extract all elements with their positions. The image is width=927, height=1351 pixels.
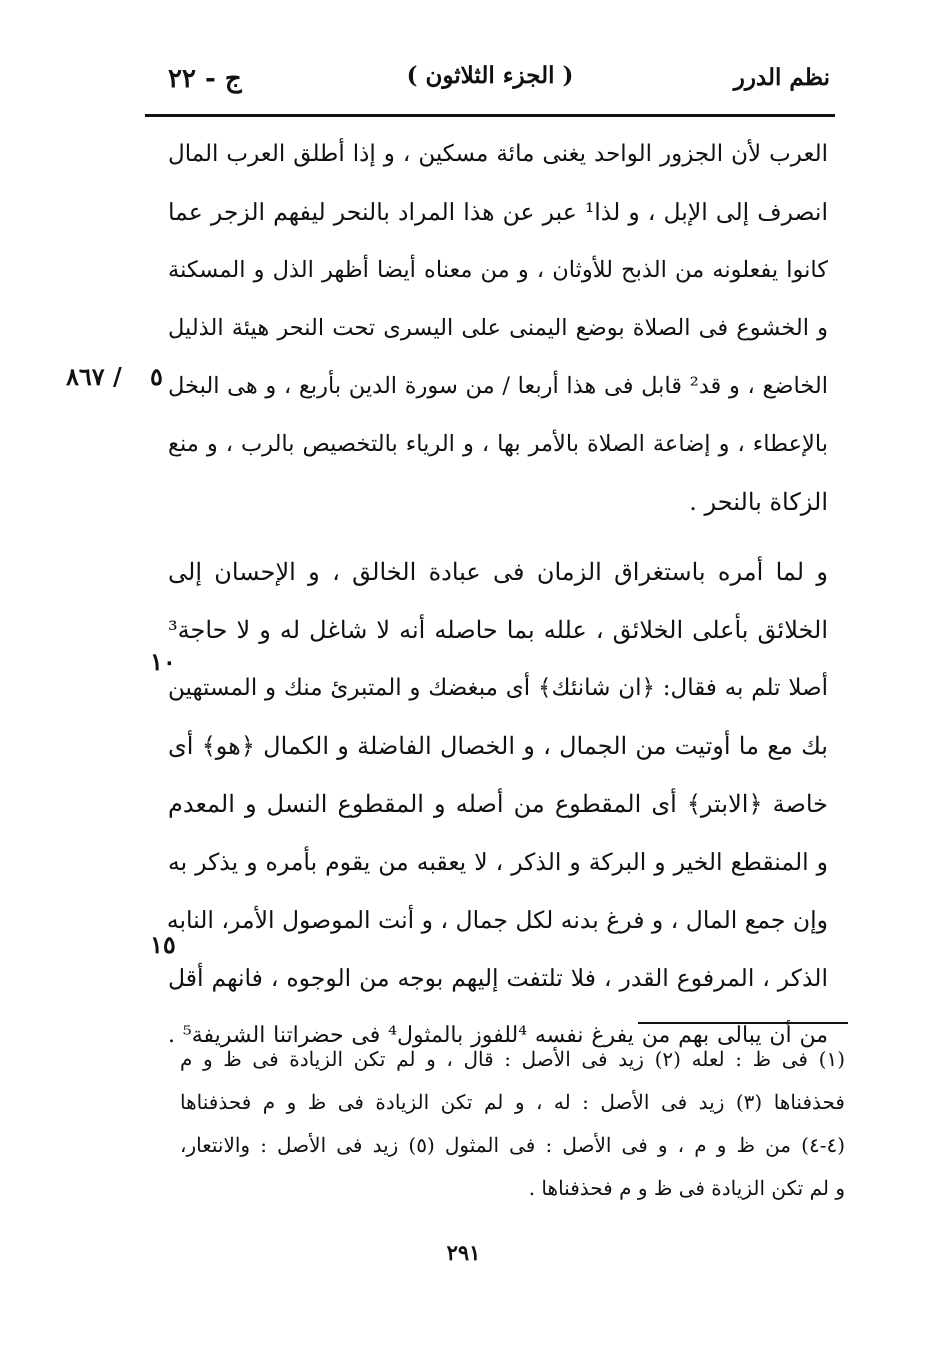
text-line: الذكر ، المرفوع القدر ، فلا تلتفت إليهم بوجه من الوجوه ، فانهم أقل	[168, 964, 828, 992]
footnote-line: (١) فى ظ : لعله (٢) زيد فى الأصل : قال ، و لم تكن الزيادة فى ظ و م	[180, 1047, 845, 1071]
text-line: و الخشوع فى الصلاة بوضع اليمنى على اليسرى تحت النحر هيئة الذليل	[168, 315, 828, 341]
text-line: و المنقطع الخير و البركة و الذكر ، لا يعقبه من يقوم بأمره و يذكر به	[168, 848, 828, 876]
footnote-line: و لم تكن الزيادة فى ظ و م فحذفناها .	[528, 1176, 845, 1200]
text-line: العرب لأن الجزور الواحد يغنى مائة مسكين ، و إذا أطلق العرب المال	[168, 141, 828, 167]
text-line: الخاضع ، و قد² قابل فى هذا أربعا / من سورة الدين بأربع ، و هى البخل	[168, 373, 829, 399]
footnote-rule	[638, 1022, 848, 1024]
text-line: كانوا يفعلونه من الذبح للأوثان ، و من معناه أيضا أظهر الذل و المسكنة	[168, 257, 828, 283]
text-line: الخلائق بأعلى الخلائق ، علله بما حاصله أنه لا شاغل له و لا حاجة³	[168, 616, 828, 644]
text-line: بك مع ما أوتيت من الجمال ، و الخصال الفاضلة و الكمال ﴿هو﴾ أى	[168, 732, 828, 760]
text-line: وإن جمع المال ، و فرغ بدنه لكل جمال ، و أنت الموصول الأمر، النابه	[166, 906, 828, 934]
text-line: و لما أمره باستغراق الزمان فى عبادة الخالق ، و الإحسان إلى	[168, 558, 828, 586]
page-number: ٢٩١	[446, 1240, 481, 1265]
text-line: بالإعطاء ، و إضاعة الصلاة بالأمر بها ، و الرياء بالتخصيص بالرب ، و منع	[168, 431, 828, 457]
text-line: أصلا تلم به فقال: ﴿ان شانئك﴾ أى مبغضك و المتبرئ منك و المستهين	[168, 675, 828, 701]
text-line: خاصة ﴿الابتر﴾ أى المقطوع من أصله و المقطوع النسل و المعدم	[168, 790, 828, 818]
footnotes	[180, 1038, 845, 1210]
text-line: انصرف إلى الإبل ، و لذا¹ عبر عن هذا المراد بالنحر ليفهم الزجر عما	[168, 198, 829, 226]
text-line: الزكاة بالنحر .	[689, 488, 828, 516]
margin-reference: ٨٦٧ /	[66, 362, 122, 391]
line-number-10: ١٠	[150, 647, 176, 676]
line-number-15: ١٥	[150, 930, 176, 959]
book-title: نظم الدرر	[733, 64, 830, 91]
part-title: ( الجزء الثلاثون )	[406, 62, 574, 89]
footnote-line: فحذفناها (٣) زيد فى الأصل : له ، و لم تكن الزيادة فى ظ و م فحذفناها	[180, 1090, 845, 1114]
text-line: من أن يبالى بهم من يفرغ نفسه ⁴للفوز بالمثول⁴ فى حضراتنا الشريفة⁵ .	[168, 1023, 828, 1048]
volume-number: ج - ٢٢	[168, 64, 242, 94]
header-rule	[145, 114, 835, 117]
line-number-5: ٥	[150, 362, 163, 391]
running-header	[150, 52, 830, 102]
main-text	[168, 125, 828, 1065]
footnote-line: (٤-٤) من ظ و م ، و فى الأصل : فى المثول (٥) زيد فى الأصل : والانتعار،	[180, 1133, 846, 1157]
